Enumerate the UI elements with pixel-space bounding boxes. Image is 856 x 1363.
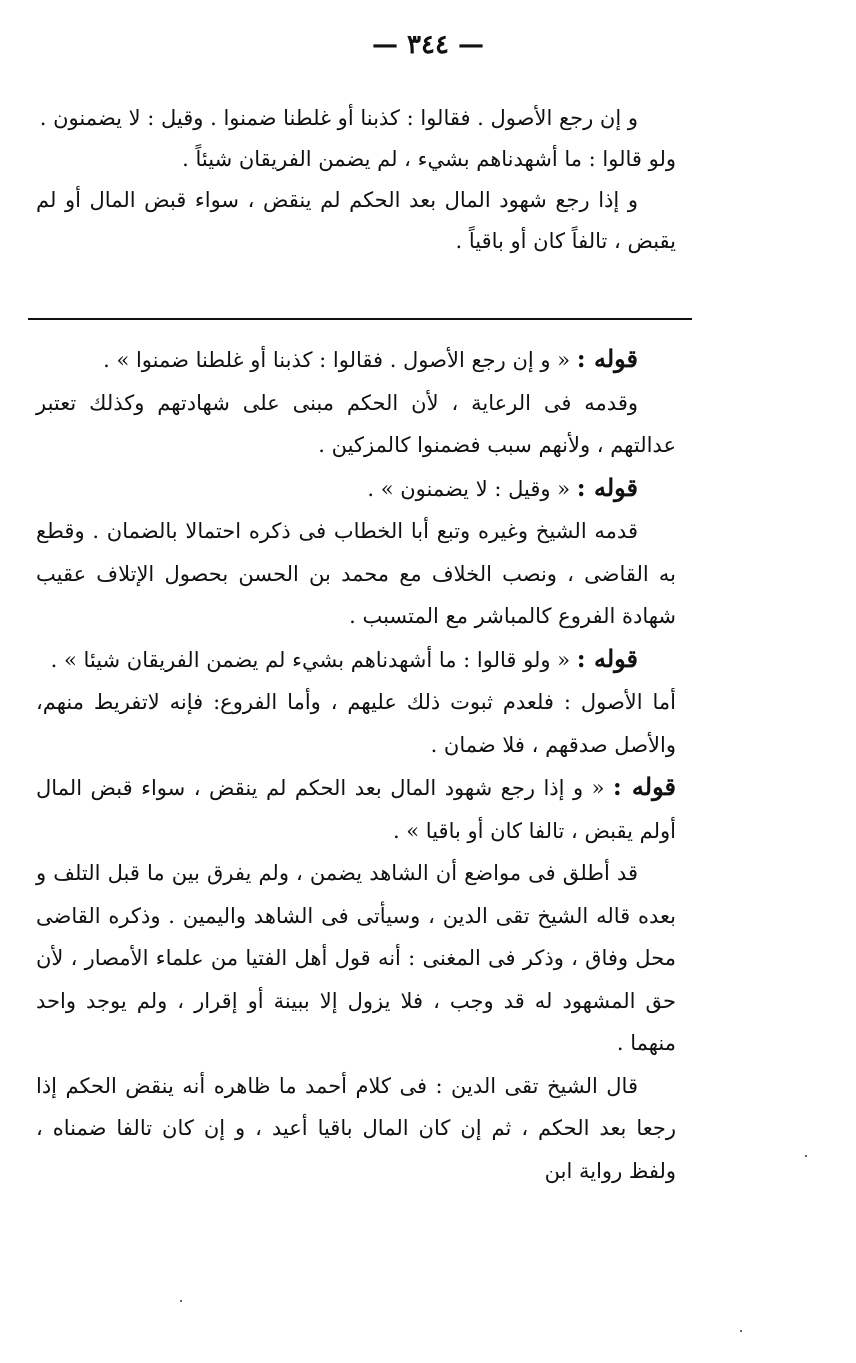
scan-speck bbox=[180, 1300, 182, 1302]
commentary-paragraph bbox=[36, 467, 676, 511]
commentary-text: « و إذا رجع شهود المال بعد الحكم لم ينقض ، سواء قبض المال أولم يقبض ، تالفا كان أو باقيا » . bbox=[36, 776, 676, 843]
commentary-text: قال الشيخ تقى الدين : فى كلام أحمد ما ظاهره أنه ينقض الحكم إذا رجعا بعد الحكم ، ثم إن كان المال باقيا أعيد ، و إن كان تالفا ضمناه ، ولفظ رواية ابن bbox=[36, 1073, 676, 1183]
page-number: — ٣٤٤ — bbox=[371, 30, 485, 60]
commentary-text: قد أطلق فى مواضع أن الشاهد يضمن ، ولم يفرق بين ما قبل التلف و بعده قاله الشيخ تقى الدين ، وسيأتى فى الشاهد واليمين . وذكره القاضى محل وفاق ، وذكر فى المغنى : أنه قول أهل الفتيا من علماء الأمصار ، لأن حق المشهود له قد وجب ، فلا يزول إلا ببينة أو إقرار ، ولم يوجد واحد منهما . bbox=[36, 861, 676, 1055]
commentary-text: « ولو قالوا : ما أشهدناهم بشيء لم يضمن الفريقان شيئا » . bbox=[50, 647, 571, 672]
commentary-text: « و إن رجع الأصول . فقالوا : كذبنا أو غلطنا ضمنوا » . bbox=[103, 348, 571, 372]
main-text bbox=[36, 98, 676, 262]
commentary-paragraph bbox=[36, 1065, 676, 1193]
commentary-lead: قوله : bbox=[576, 344, 638, 373]
commentary-paragraph bbox=[36, 638, 676, 682]
commentary-paragraph bbox=[36, 382, 676, 467]
section-divider bbox=[28, 318, 692, 320]
commentary-paragraph bbox=[36, 852, 676, 1065]
commentary-lead: قوله : bbox=[612, 772, 676, 801]
commentary-paragraph bbox=[36, 681, 676, 766]
scan-speck bbox=[740, 1330, 742, 1332]
commentary-text: قدمه الشيخ وغيره وتبع أبا الخطاب فى ذكره احتمالا بالضمان . وقطع به القاضى ، ونصب الخلاف مع محمد بن الحسن بحصول الإتلاف عقيب شهادة الفروع كالمباشر مع المتسبب . bbox=[36, 519, 676, 628]
main-text-paragraph: ولو قالوا : ما أشهدناهم بشيء ، لم يضمن الفريقان شيئاً . bbox=[182, 147, 676, 171]
commentary-paragraph bbox=[36, 766, 676, 852]
commentary-lead: قوله : bbox=[576, 643, 638, 673]
commentary-text: « وقيل : لا يضمنون » . bbox=[367, 476, 571, 501]
commentary-text: أما الأصول : فلعدم ثبوت ذلك عليهم ، وأما الفروع: فإنه لاتفريط منهم، والأصل صدقهم ، فلا ضمان . bbox=[36, 690, 676, 757]
commentary-text: وقدمه فى الرعاية ، لأن الحكم مبنى على شهادتهم وكذلك تعتبر عدالتهم ، ولأنهم سبب فضمنوا كالمزكين . bbox=[36, 390, 676, 457]
commentary-paragraph bbox=[36, 338, 676, 382]
commentary-paragraph bbox=[36, 510, 676, 638]
main-text-paragraph: و إذا رجع شهود المال بعد الحكم لم ينقض ، سواء قبض المال أو لم يقبض ، تالفاً كان أو باقياً . bbox=[36, 188, 676, 253]
commentary bbox=[36, 338, 676, 1192]
commentary-lead: قوله : bbox=[576, 472, 638, 502]
main-text-paragraph: و إن رجع الأصول . فقالوا : كذبنا أو غلطنا ضمنوا . وقيل : لا يضمنون . bbox=[39, 106, 638, 130]
scan-speck bbox=[805, 1155, 807, 1157]
